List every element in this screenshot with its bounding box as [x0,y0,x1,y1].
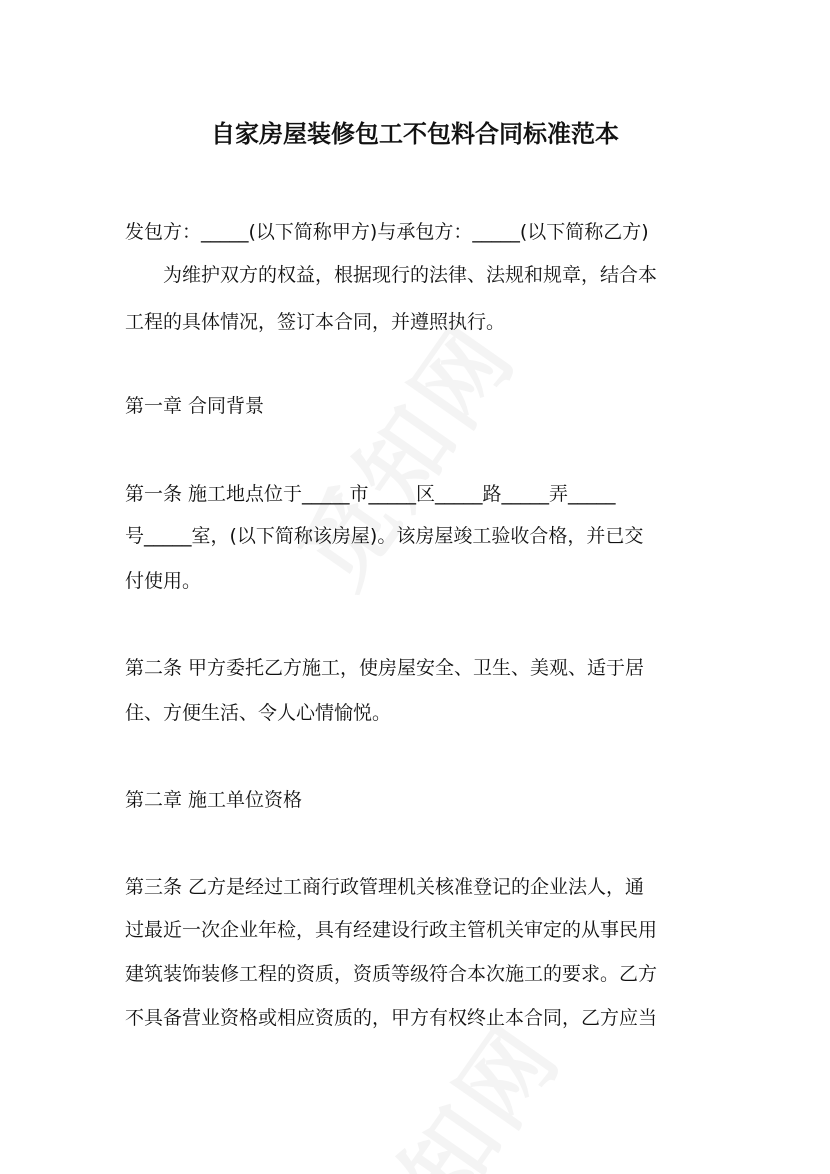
article-line: 过最近一次企业年检，具有经建设行政主管机关审定的从事民用 [125,919,658,941]
article-line: 第一条 施工地点位于_____市_____区_____路_____弄_____ [125,483,616,505]
page-title: 自家房屋装修包工不包料合同标准范本 [211,120,619,148]
article-line: 第二条 甲方委托乙方施工，使房屋安全、卫生、美观、适于居 [125,657,645,679]
article-line: 住、方便生活、令人心情愉悦。 [125,702,392,724]
article-line: 不具备营业资格或相应资质的，甲方有权终止本合同，乙方应当 [125,1007,658,1029]
intro-line: 工程的具体情况，签订本合同，并遵照执行。 [125,311,506,333]
parties-line: 发包方：_____(以下简称甲方)与承包方：_____(以下简称乙方) [125,221,649,243]
article-line: 第三条 乙方是经过工商行政管理机关核准登记的企业法人，通 [125,876,645,898]
chapter-heading: 第一章 合同背景 [125,395,265,417]
watermark [264,293,541,610]
chapter-heading: 第二章 施工单位资格 [125,789,303,811]
intro-line: 为维护双方的权益，根据现行的法律、法规和规章，结合本 [163,264,658,286]
article-line: 付使用。 [125,570,202,592]
article-line: 号_____室，(以下简称该房屋)。该房屋竣工验收合格，并已交 [125,525,644,547]
article-line: 建筑装饰装修工程的资质，资质等级符合本次施工的要求。乙方 [125,963,658,985]
